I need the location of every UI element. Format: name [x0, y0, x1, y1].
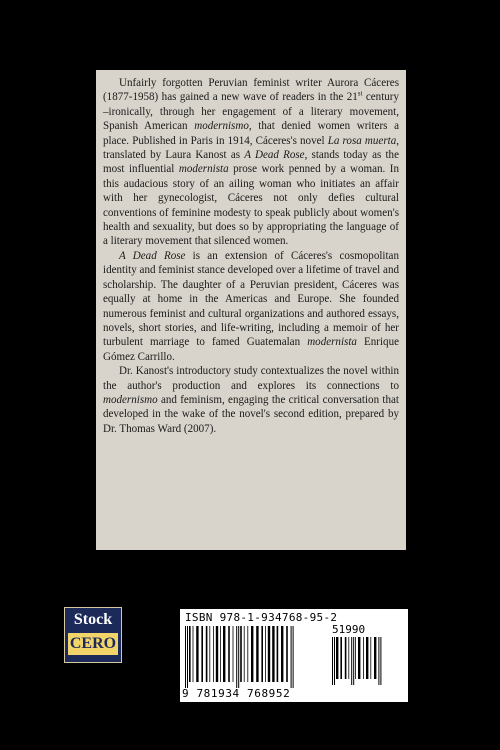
barcode-bar: [228, 626, 230, 682]
blurb-text: Unfairly forgotten Peruvian feminist writer Aurora Cáceres (1877-1958) has gained a new wave of readers in the 21: [103, 77, 399, 104]
barcode-bar: [334, 637, 335, 685]
barcode-bar: [281, 626, 283, 682]
blurb-italic: modernismo: [194, 120, 249, 133]
barcode-bar: [261, 626, 263, 682]
blurb-italic: La rosa muerta: [327, 134, 397, 147]
blurb-italic: modernismo: [103, 393, 158, 406]
ean-number: 9 781934 768952: [182, 687, 291, 700]
barcode-bar: [223, 626, 225, 682]
barcode-bar: [366, 637, 368, 679]
barcode-bar: [213, 626, 214, 682]
publisher-logo: [64, 607, 122, 663]
barcode-bar: [272, 626, 274, 682]
barcode-bar: [216, 626, 218, 682]
blurb-text: and feminism, engaging the critical conversation that developed in the wake of the novel's second edition, prepared by Dr. Thomas Ward (2007).: [103, 393, 399, 435]
barcode-bar: [355, 637, 356, 679]
barcode-bar: [185, 626, 186, 688]
blurb-text: is an extension of Cáceres's cosmopolitan identity and feminist stance developed over a lifetime of travel and scholarship. The daughter of a Peruvian president, Cáceres was equally at home in the Americas and Europe. She founded numerous feminist and cultural organizations and authored essays, novels, short stories, and life-writing, including a memoir of her turbulent marriage to famed Guatemalan: [103, 249, 399, 349]
barcode-bar: [251, 626, 253, 682]
blurb-text: Dr. Kanost's introductory study contextualizes the novel within the author's production and explores its connections to: [103, 365, 399, 392]
barcode-bar: [340, 637, 342, 679]
ean-barcode-bars: [185, 626, 317, 688]
barcode-bar: [374, 637, 376, 679]
barcode-bar: [286, 626, 288, 682]
barcode-bar: [201, 626, 203, 682]
barcode-bar: [353, 637, 354, 685]
barcode-bar: [268, 626, 270, 682]
barcode-bar: [244, 626, 245, 682]
barcode-bar: [240, 626, 242, 682]
barcode-bar: [370, 637, 371, 679]
barcode-bar: [348, 637, 349, 679]
blurb-text: , translated by Laura Kanost as: [103, 134, 399, 162]
barcode-bar: [363, 637, 364, 679]
barcode-bar: [277, 626, 279, 682]
blurb-paragraph-2: [103, 249, 399, 364]
price-code: 51990: [332, 623, 366, 636]
barcode-bar: [358, 637, 360, 679]
barcode-bar: [293, 626, 294, 688]
ordinal-suffix: st: [357, 89, 363, 98]
barcode-bar: [187, 626, 188, 688]
barcode-bar: [291, 626, 292, 688]
publisher-logo-bottom: CERO: [68, 633, 118, 655]
blurb-text: century –ironically, through her engagement of a literary movement, Spanish American: [103, 91, 399, 133]
barcode-bar: [196, 626, 198, 682]
barcode-bar: [206, 626, 208, 682]
publisher-logo-top: Stock: [73, 611, 113, 628]
blurb-italic: modernista: [307, 336, 357, 349]
barcode-bar: [256, 626, 258, 682]
barcode-bar: [236, 626, 237, 688]
blurb-text: , stands today as the most influential: [103, 149, 399, 176]
barcode-bar: [189, 626, 191, 682]
barcode-bar: [193, 626, 194, 682]
blurb-text: Enrique Gómez Carrillo.: [103, 336, 399, 363]
blurb-text: , that denied women writers a place. Published in Paris in 1914, Cáceres's novel: [103, 120, 399, 147]
barcode-bar: [209, 626, 210, 682]
blurb-panel: [96, 70, 406, 550]
barcode-bar: [265, 626, 266, 682]
isbn-number: ISBN 978-1-934768-95-2: [185, 611, 338, 624]
blurb-paragraph-3: [103, 364, 399, 436]
barcode-bar: [238, 626, 239, 688]
addon-barcode-bars: [332, 637, 387, 685]
blurb-italic: A Dead Rose: [119, 249, 186, 262]
barcode-bar: [233, 626, 234, 682]
barcode-bar: [378, 637, 379, 685]
blurb-text: prose work penned by a woman. In this audacious story of an ailing woman who initiates an affair with her gynecologist, Cáceres not only defies cultural conventions of feminine modesty to speak publicly about women's health and sexuality, but does so by appropriating the language of a literary movement that silenced women.: [103, 163, 399, 248]
barcode-bar: [380, 637, 381, 685]
barcode-bar: [336, 637, 338, 679]
barcode-bar: [247, 626, 248, 682]
barcode-bar: [345, 637, 347, 679]
barcode-bar: [220, 626, 221, 682]
blurb-italic: modernista: [178, 163, 229, 176]
barcode-bar: [351, 637, 352, 685]
blurb-paragraph-1: [103, 76, 399, 249]
blurb-italic: A Dead Rose: [244, 149, 305, 162]
barcode-bar: [332, 637, 333, 685]
isbn-barcode: [180, 609, 408, 702]
